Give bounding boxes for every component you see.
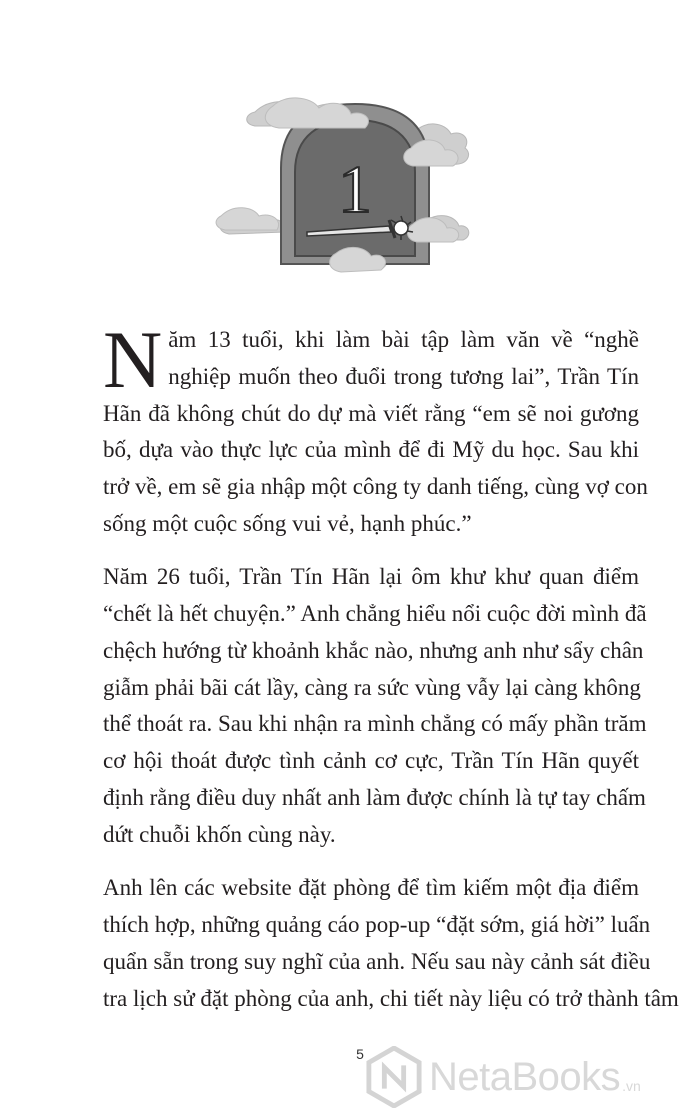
- text-line: trở về, em sẽ gia nhập một công ty danh tiếng, cùng vợ con: [103, 474, 648, 500]
- text-line: thích hợp, những quảng cáo pop-up “đặt sớm, giá hời” luẩn: [103, 911, 651, 937]
- watermark-brand: NetaBooks: [429, 1054, 621, 1099]
- text-line: Hãn đã không chút do dự mà viết rằng “em sẽ noi gương: [103, 400, 639, 426]
- text-line: tra lịch sử đặt phòng của anh, chi tiết này liệu có trở thành tâm: [103, 985, 679, 1011]
- drop-cap: N: [103, 314, 163, 405]
- chapter-number: 1: [338, 151, 372, 227]
- text-line: quẩn sẵn trong suy nghĩ của anh. Nếu sau này cảnh sát điều: [103, 948, 651, 974]
- text-line: Năm 26 tuổi, Trần Tín Hãn lại ôm khư khư quan điểm: [103, 564, 639, 590]
- page-number: 5: [356, 1046, 364, 1062]
- text-line: thể thoát ra. Sau khi nhận ra mình chẳng có mấy phần trăm: [103, 711, 647, 737]
- chapter-emblem: [215, 92, 475, 292]
- paragraph: [103, 870, 679, 1017]
- text-line: ăm 13 tuổi, khi làm bài tập làm văn về “nghề: [168, 327, 639, 352]
- text-line: nghiệp muốn theo đuổi trong tương lai”, Trần Tín: [168, 363, 639, 389]
- paragraph: [103, 314, 648, 543]
- text-line: chệch hướng từ khoảnh khắc nào, nhưng anh như sẩy chân: [103, 637, 644, 663]
- text-line: Anh lên các website đặt phòng để tìm kiếm một địa điểm: [103, 875, 639, 901]
- text-line: giẫm phải bãi cát lầy, càng ra sức vùng vẫy lại càng không: [103, 674, 641, 700]
- watermark: [365, 1042, 695, 1112]
- watermark-suffix: .vn: [622, 1078, 641, 1094]
- netabooks-logo-icon: [365, 1046, 423, 1108]
- text-line: định rằng điều duy nhất anh làm được chính là tự tay chấm: [103, 785, 646, 811]
- paragraph: [103, 559, 647, 853]
- text-line: dứt chuỗi khốn cùng này.: [103, 821, 336, 847]
- text-line: bố, dựa vào thực lực của mình để đi Mỹ du học. Sau khi: [103, 437, 639, 463]
- text-line: “chết là hết chuyện.” Anh chẳng hiểu nổi cuộc đời mình đã: [103, 601, 647, 627]
- body-text: [103, 314, 679, 1034]
- text-line: sống một cuộc sống vui vẻ, hạnh phúc.”: [103, 510, 472, 536]
- text-line: cơ hội thoát được tình cảnh cơ cực, Trần Tín Hãn quyết: [103, 748, 639, 774]
